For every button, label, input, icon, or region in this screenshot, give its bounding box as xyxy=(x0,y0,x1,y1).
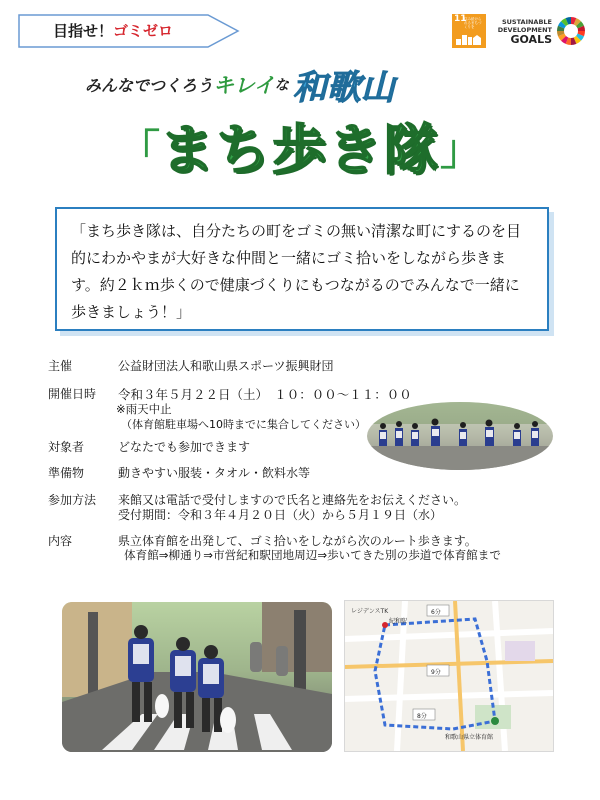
street-photo-art xyxy=(62,602,332,752)
sdg-goal-label: 住み続けられるまちづくりを xyxy=(464,17,482,29)
route-value: 体育館⇒柳通り⇒市営紀和駅団地周辺⇒歩いてきた別の歩道で体育館まで xyxy=(124,548,501,562)
sdg-logo xyxy=(490,14,590,48)
gather-note: （体育館駐車場へ10時までに集合してください） xyxy=(121,418,366,431)
map-walk-time-low: 8分 xyxy=(417,713,427,720)
method-label: 参加方法 xyxy=(48,493,97,507)
rain-note: ※雨天中止 xyxy=(116,402,172,416)
subtitle xyxy=(85,60,525,108)
walkers-photo xyxy=(367,402,553,470)
sdg-goal-11-badge xyxy=(452,14,486,48)
sdg-title-line3: GOALS xyxy=(510,33,552,46)
intro-text: 「まち歩き隊は、自分たちの町をゴミの無い清潔な町にするのを目的にわかやまが大好きな仲間と一緒にゴミ拾いをしながら歩きます。約２ｋｍ歩くので健康づくりにもつながるのでみんなで一緒に歩きましょう！」 xyxy=(71,222,522,321)
sdg-title-line1: SUSTAINABLE xyxy=(501,18,552,26)
title-bracket-close: 」 xyxy=(440,125,483,175)
route-map-art xyxy=(345,601,553,751)
prep-value: 動きやすい服装・タオル・飲料水等 xyxy=(118,466,311,480)
gym-marker-icon xyxy=(491,717,499,725)
date-value: 令和３年５月２２日（土） １０：００～１１：００ xyxy=(118,387,412,402)
intro-box xyxy=(55,207,549,331)
content-value: 県立体育館を出発して、ゴミ拾いをしながら次のルート歩きます。 xyxy=(118,534,477,548)
subtitle-part2: キレイ xyxy=(213,73,275,98)
walkers-photo-art xyxy=(367,402,553,470)
header-tag xyxy=(18,14,240,48)
city-icon xyxy=(456,33,482,45)
map-label-top-left: レジデンスTK xyxy=(351,608,389,615)
target-value: どなたでも参加できます xyxy=(118,440,251,454)
prep-label: 準備物 xyxy=(48,466,85,480)
map-walk-time-top: 6分 xyxy=(431,609,441,616)
station-marker-icon xyxy=(382,622,388,628)
period-value: 受付期間：令和３年４月２０日（火）から５月１９日（水） xyxy=(118,508,443,522)
tag-prefix: 目指せ！ xyxy=(52,22,113,40)
content-label: 内容 xyxy=(48,534,73,548)
date-label: 開催日時 xyxy=(48,387,97,401)
subtitle-part1: みんなでつくろう xyxy=(85,76,214,95)
title-bracket-open: 「 xyxy=(117,125,160,175)
street-photo xyxy=(62,602,332,752)
sdg-title-line2: DEVELOPMENT xyxy=(497,26,552,34)
main-title xyxy=(70,110,530,190)
sdg-wheel-icon xyxy=(556,16,586,46)
subtitle-part4: 和歌山 xyxy=(292,68,395,108)
organizer-label: 主催 xyxy=(48,359,73,373)
tag-highlight: ゴミゼロ xyxy=(113,22,174,40)
map-station-label: 紀和駅 xyxy=(389,618,408,625)
route-map xyxy=(344,600,554,752)
method-value: 来館又は電話で受付しますので氏名と連絡先をお伝えください。 xyxy=(118,493,467,507)
subtitle-part3: な xyxy=(274,77,289,94)
organizer-value: 公益財団法人和歌山県スポーツ振興財団 xyxy=(118,359,334,373)
target-label: 対象者 xyxy=(48,440,85,454)
title-text: まち歩き隊 xyxy=(160,118,440,182)
map-gym-label: 和歌山県立体育館 xyxy=(445,734,494,741)
map-walk-time-mid: 9分 xyxy=(431,669,441,676)
sdg-goal-number: 11 xyxy=(454,14,467,24)
